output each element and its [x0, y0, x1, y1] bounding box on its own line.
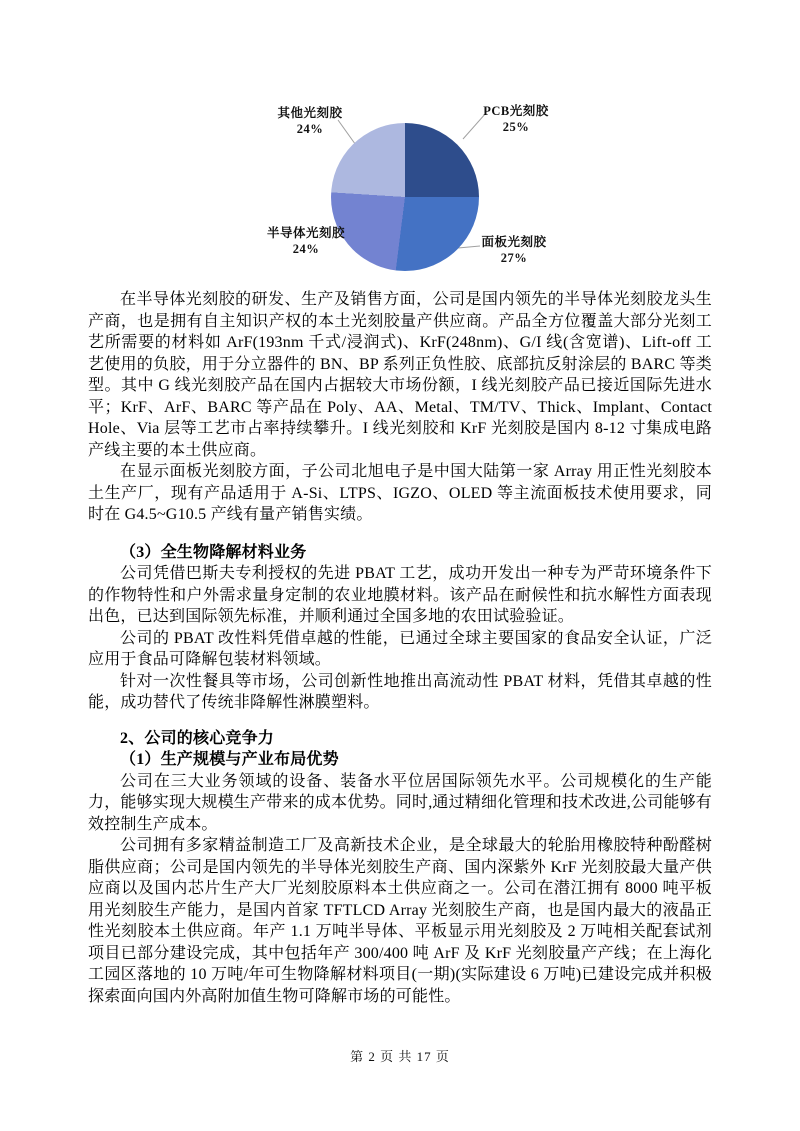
paragraph-panel-photoresist: 在显示面板光刻胶方面，子公司北旭电子是中国大陆第一家 Array 用正性光刻胶本土生产厂，现有产品适用于 A-Si、LTPS、IGZO、OLED 等主流面板技术使用要求，同时在 G4.5~G10.5 产线有量产销售实绩。 — [88, 463, 712, 523]
heading-biodegradable-business: （3）全生物降解材料业务 — [120, 543, 307, 561]
heading-core-competitiveness: 2、公司的核心竞争力 — [120, 729, 275, 747]
paragraph-pbat-agricultural-film: 公司凭借巴斯夫专利授权的先进 PBAT 工艺，成功开发出一种专为严苛环境条件下的作物特性和户外需求量身定制的农业地膜材料。该产品在耐候性和抗水解性方面表现出色，已达到国际领先标准，并顺利通过全国多地的农田试验验证。 — [88, 565, 712, 625]
document-body — [88, 289, 712, 1007]
pie-label-pcb-pct: 25% — [502, 119, 530, 134]
pie-label-semiconductor — [246, 226, 366, 257]
pie-label-panel-pct: 27% — [500, 250, 528, 265]
pie-label-pcb-name: PCB光刻胶 — [483, 104, 549, 118]
paragraph-semiconductor-photoresist: 在半导体光刻胶的研发、生产及销售方面，公司是国内领先的半导体光刻胶龙头生产商，也是拥有自主知识产权的本土光刻胶量产供应商。产品全方位覆盖大部分光刻工艺所需要的材料如 ArF(193nm 千式/浸润式)、KrF(248nm)、G/I 线(含宽谱)、Lift-off 工艺使用的负胶，用于分立器件的 BN、BP 系列正负性胶、底部抗反射涂层的 BARC 等类型。其中 G 线光刻胶产品在国内占据较大市场份额，I 线光刻胶产品已接近国际先进水平；KrF、ArF、BARC 等产品在 Poly、AA、Metal、TM/TV、Thick、Implant、Contact Hole、Via 层等工艺市占率持续攀升。I 线光刻胶和 KrF 光刻胶是国内 8-12 寸集成电路产线主要的本土供应商。 — [88, 291, 712, 459]
pie-label-other — [260, 106, 360, 137]
pie-label-panel-name: 面板光刻胶 — [481, 235, 547, 249]
pie-label-pcb — [466, 104, 566, 135]
paragraph-cost-control: 公司在三大业务领域的设备、装备水平位居国际领先水平。公司规模化的生产能力，能够实现大规模生产带来的成本优势。同时,通过精细化管理和技术改进,公司能够有效控制生产成本。 — [88, 772, 713, 833]
pie-label-semiconductor-name: 半导体光刻胶 — [266, 226, 345, 240]
heading-production-scale-advantage: （1）生产规模与产业布局优势 — [120, 751, 339, 768]
pie-label-other-pct: 24% — [296, 121, 324, 136]
paragraph-pbat-food-packaging: 公司的 PBAT 改性料凭借卓越的性能，已通过全球主要国家的食品安全认证，广泛应用于食品可降解包装材料领域。 — [88, 629, 712, 668]
paragraph-pbat-tableware: 针对一次性餐具等市场，公司创新性地推出高流动性 PBAT 材料，凭借其卓越的性能，成功替代了传统非降解性淋膜塑料。 — [88, 672, 712, 711]
pie-label-semiconductor-pct: 24% — [292, 241, 320, 256]
photoresist-share-pie-chart — [0, 102, 800, 282]
page-number-footer: 第 2 页 共 17 页 — [350, 1049, 450, 1064]
pie-label-other-name: 其他光刻胶 — [277, 106, 343, 120]
pie-label-panel — [464, 235, 564, 266]
paragraph-capacity-layout: 公司拥有多家精益制造工厂及高新技术企业，是全球最大的轮胎用橡胶特种酚醛树脂供应商；公司是国内领先的半导体光刻胶生产商、国内深紫外 KrF 光刻胶最大量产供应商以及国内芯片生产大厂光刻胶原料本土供应商之一。公司在潜江拥有 8000 吨平板用光刻胶生产能力，是国内首家 TFTLCD Array 光刻胶生产商，也是国内最大的液晶正性光刻胶本土供应商。年产 1.1 万吨半导体、平板显示用光刻胶及 2 万吨相关配套试剂项目已部分建设完成，其中包括年产 300/400 吨 ArF 及 KrF 光刻胶量产产线；在上海化工园区落地的 10 万吨/年可生物降解材料项目(一期)(实际建设 6 万吨)已建设完成并积极探索面向国内外高附加值生物可降解市场的可能性。 — [88, 837, 712, 1005]
